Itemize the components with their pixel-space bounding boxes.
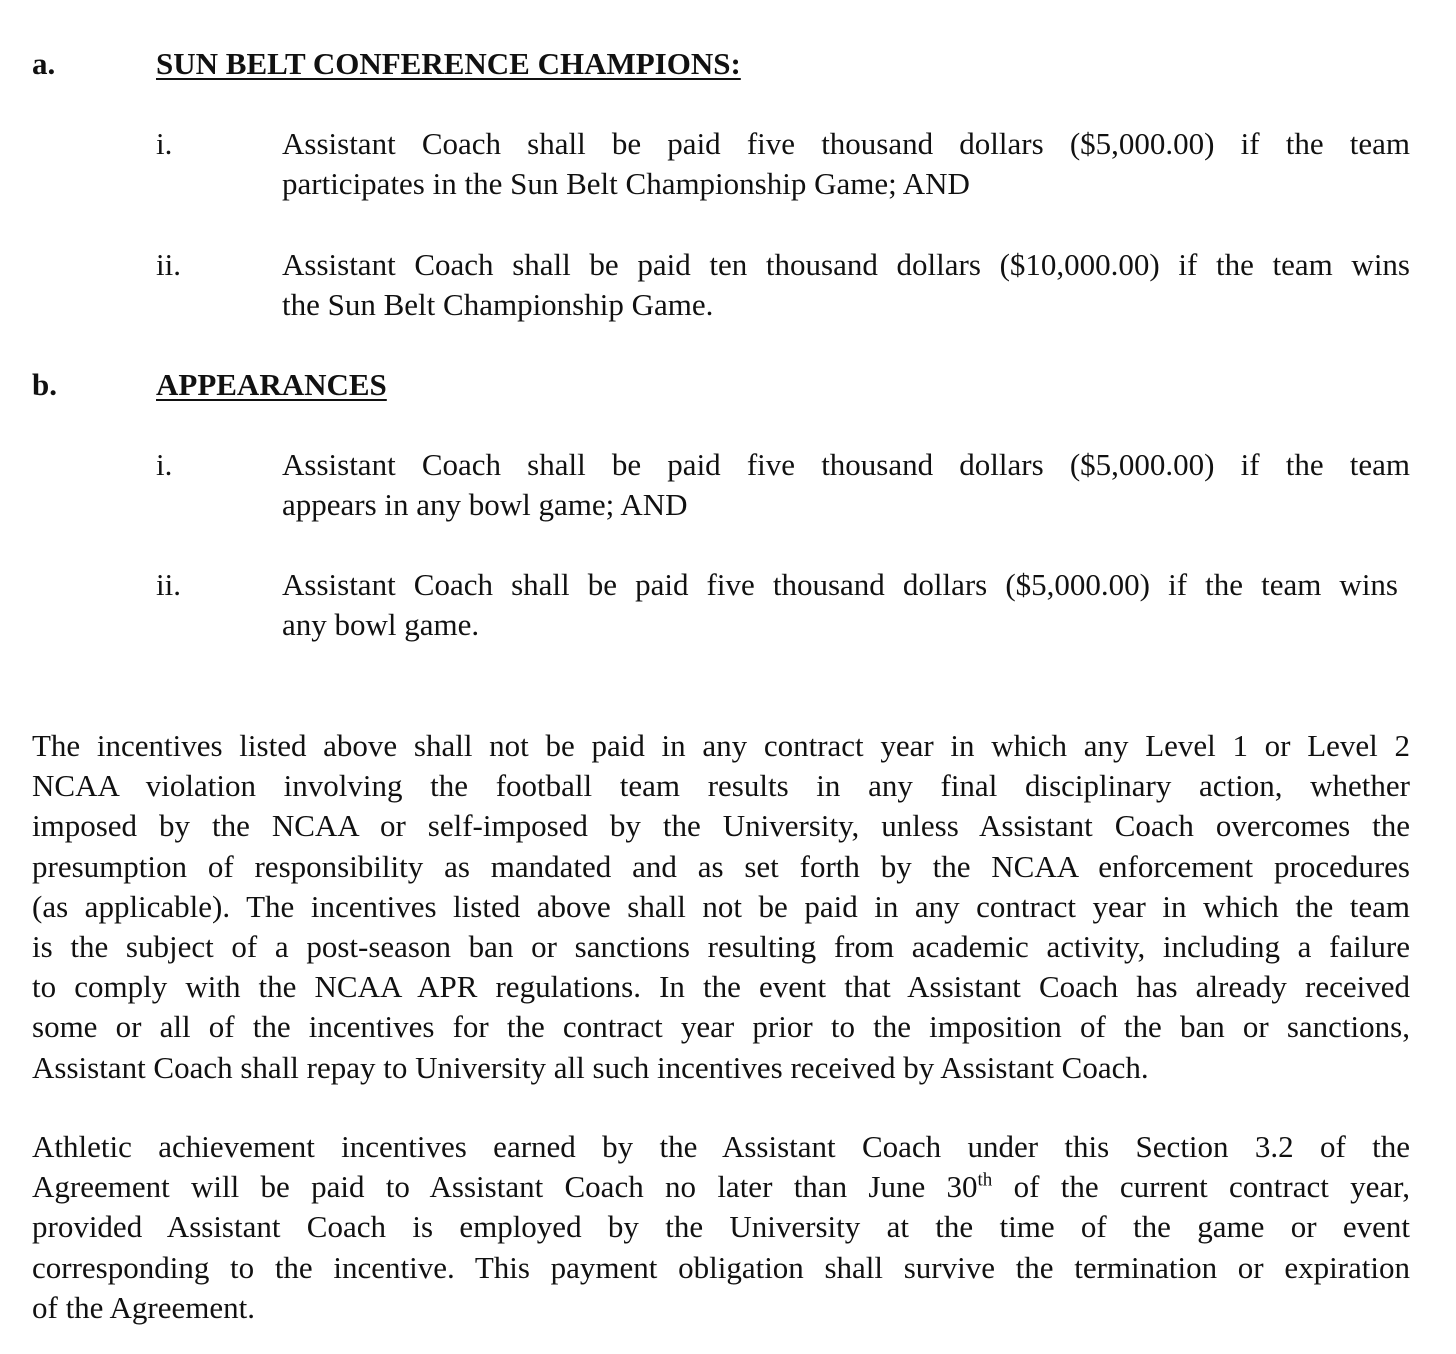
section-b-item-2-line-1: Assistant Coach shall be paid five thousand dollars ($5,000.00) if the team wins xyxy=(282,567,1398,602)
section-a-item-2-text xyxy=(282,245,1410,325)
section-b-item-2-text xyxy=(282,565,1398,645)
section-a-item-1-text xyxy=(282,124,1410,204)
paragraph-2-line-5: of the Agreement. xyxy=(32,1289,255,1325)
paragraph-2-line-4: corresponding to the incentive. This payment obligation shall survive the termination or expiration xyxy=(32,1249,1410,1285)
section-b-item-1-text xyxy=(282,445,1410,525)
section-a-item-1-line-2: participates in the Sun Belt Championship Game; AND xyxy=(282,166,970,202)
section-a-item-2-line-2: the Sun Belt Championship Game. xyxy=(282,287,714,323)
section-b-item-2-line-2: any bowl game. xyxy=(282,607,480,643)
paragraph-2-line-2-superscript: th xyxy=(977,1169,993,1191)
section-b-item-1-number: i. xyxy=(156,447,173,482)
section-a-item-2-number: ii. xyxy=(156,247,181,282)
paragraph-2-line-3: provided Assistant Coach is employed by the University at the time of the game or event xyxy=(32,1209,1410,1245)
paragraph-1-line-2: NCAA violation involving the football team results in any final disciplinary action, whether xyxy=(32,768,1410,804)
paragraph-2-line-2-before: Agreement will be paid to Assistant Coach no later than June 30 xyxy=(32,1169,978,1205)
paragraph-1-line-5: (as applicable). The incentives listed above shall not be paid in any contract year in which the team xyxy=(32,888,1410,924)
paragraph-1-line-1: The incentives listed above shall not be paid in any contract year in which any Level 1 or Level 2 xyxy=(32,728,1410,763)
section-b-letter: b. xyxy=(32,367,57,402)
section-a-heading: SUN BELT CONFERENCE CHAMPIONS: xyxy=(156,46,741,81)
section-b-item-2-number: ii. xyxy=(156,567,181,602)
payment-timing-paragraph xyxy=(32,1127,1410,1328)
section-a-letter: a. xyxy=(32,46,56,81)
paragraph-1-line-9: Assistant Coach shall repay to University all such incentives received by Assistant Coach. xyxy=(32,1049,1149,1085)
section-a-item-1-number: i. xyxy=(156,126,173,161)
incentives-disqualification-paragraph xyxy=(32,726,1410,1088)
paragraph-2-line-2 xyxy=(32,1167,1410,1207)
paragraph-1-line-7: to comply with the NCAA APR regulations. In the event that Assistant Coach has already received xyxy=(32,969,1410,1005)
section-b-item-1-line-1: Assistant Coach shall be paid five thousand dollars ($5,000.00) if the team xyxy=(282,447,1410,482)
paragraph-1-line-8: some or all of the incentives for the contract year prior to the imposition of the ban or sanctions, xyxy=(32,1009,1410,1045)
section-b-item-1-line-2: appears in any bowl game; AND xyxy=(282,487,688,523)
section-a-item-1-line-1: Assistant Coach shall be paid five thousand dollars ($5,000.00) if the team xyxy=(282,126,1410,161)
section-a-item-2-line-1: Assistant Coach shall be paid ten thousand dollars ($10,000.00) if the team wins xyxy=(282,247,1410,282)
paragraph-1-line-3: imposed by the NCAA or self-imposed by the University, unless Assistant Coach overcomes the xyxy=(32,808,1410,844)
paragraph-1-line-4: presumption of responsibility as mandated and as set forth by the NCAA enforcement procedures xyxy=(32,848,1410,884)
paragraph-2-line-2-after: of the current contract year, xyxy=(992,1169,1410,1205)
section-b-heading: APPEARANCES xyxy=(156,367,387,402)
paragraph-2-line-1: Athletic achievement incentives earned by the Assistant Coach under this Section 3.2 of the xyxy=(32,1129,1410,1164)
paragraph-1-line-6: is the subject of a post-season ban or sanctions resulting from academic activity, including a failure xyxy=(32,928,1410,964)
